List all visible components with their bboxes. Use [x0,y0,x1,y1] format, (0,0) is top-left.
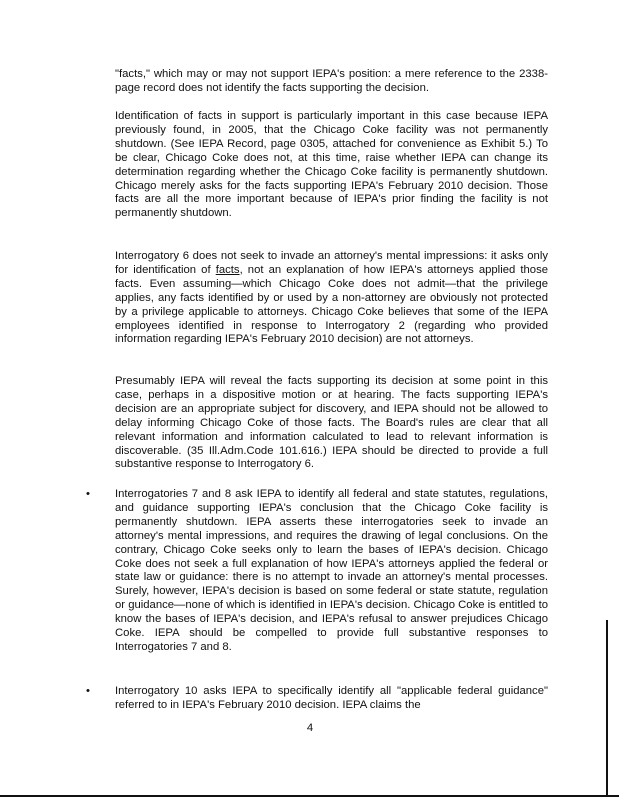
bullet-item-interrogatory-10 [86,685,548,713]
paragraph-interrogatory-6-text-a: Interrogatory 6 does not seek to invade an attorney's mental impressions: it asks only for identification of [115,250,548,276]
bullet-icon: • [86,488,90,500]
paragraph-interrogatory-6-text-b: , not an explanation of how IEPA's attorneys applied those facts. Even assuming—which Chicago Coke does not admit—that the privilege applies, any facts identified by or used by a non-attorney are obviously not protected by a privilege applicable to attorneys. Chicago Coke believes that some of the IEPA employees identified in response to Interrogatory 2 (regarding who provided information regarding IEPA's February 2010 decision) are not attorneys. [115,263,548,346]
bullet-item-interrogatories-7-8 [86,488,548,655]
scan-edge-right [606,620,608,796]
page-number: 4 [306,722,314,734]
paragraph-continuation: "facts," which may or may not support IEPA's position: a mere reference to the 2338-page record does not identify the facts supporting the decision. [115,68,548,94]
underlined-facts: facts [215,263,240,276]
bullet-icon: • [86,685,90,697]
paragraph-interrogatory-6 [115,250,548,347]
paragraph-presumably: Presumably IEPA will reveal the facts supporting its decision at some point in this case, perhaps in a dispositive motion or at hearing. The facts supporting IEPA's decision are an appropriate subject for discovery, and IEPA should not be allowed to delay informing Chicago Coke of those facts. The Board's rules are clear that all relevant information and information calculated to lead to relevant information is discoverable. (35 Ill.Adm.Code 101.616.) IEPA should be directed to provide a full substantive response to Interrogatory 6. [115,375,548,471]
bullet-text-interrogatories-7-8: Interrogatories 7 and 8 ask IEPA to identify all federal and state statutes, regulations, and guidance supporting IEPA's conclusion that the Chicago Coke facility is permanently shutdown. IEPA asserts these interrogatories seek to invade an attorney's mental impressions, and requires the drawing of legal conclusions. On the contrary, Chicago Coke seeks only to learn the bases of IEPA's decision. Chicago Coke does not seek a full explanation of how IEPA's attorneys applied the federal or state law or guidance: there is no attempt to invade an attorney's mental processes. Surely, however, IEPA's decision is based on some federal or state statute, regulation or guidance—none of which is identified in IEPA's decision. Chicago Coke is entitled to know the bases of IEPA's decision, and IEPA's refusal to answer prejudices Chicago Coke. IEPA should be compelled to provide full substantive responses to Interrogatories 7 and 8. [115,488,548,653]
bullet-text-interrogatory-10: Interrogatory 10 asks IEPA to specifically identify all "applicable federal guidance" referred to in IEPA's February 2010 decision. IEPA claims the [115,685,548,711]
paragraph-identification-of-facts: Identification of facts in support is particularly important in this case because IEPA previously found, in 2005, that the Chicago Coke facility was not permanently shutdown. (See IEPA Record, page 0305, attached for convenience as Exhibit 5.) To be clear, Chicago Coke does not, at this time, raise whether IEPA can change its determination regarding whether the Chicago Coke facility is permanently shutdown. Chicago merely asks for the facts supporting IEPA's February 2010 decision. Those facts are all the more important because of IEPA's prior finding the facility is not permanently shutdown. [115,110,548,220]
scan-edge-bottom [0,795,619,797]
